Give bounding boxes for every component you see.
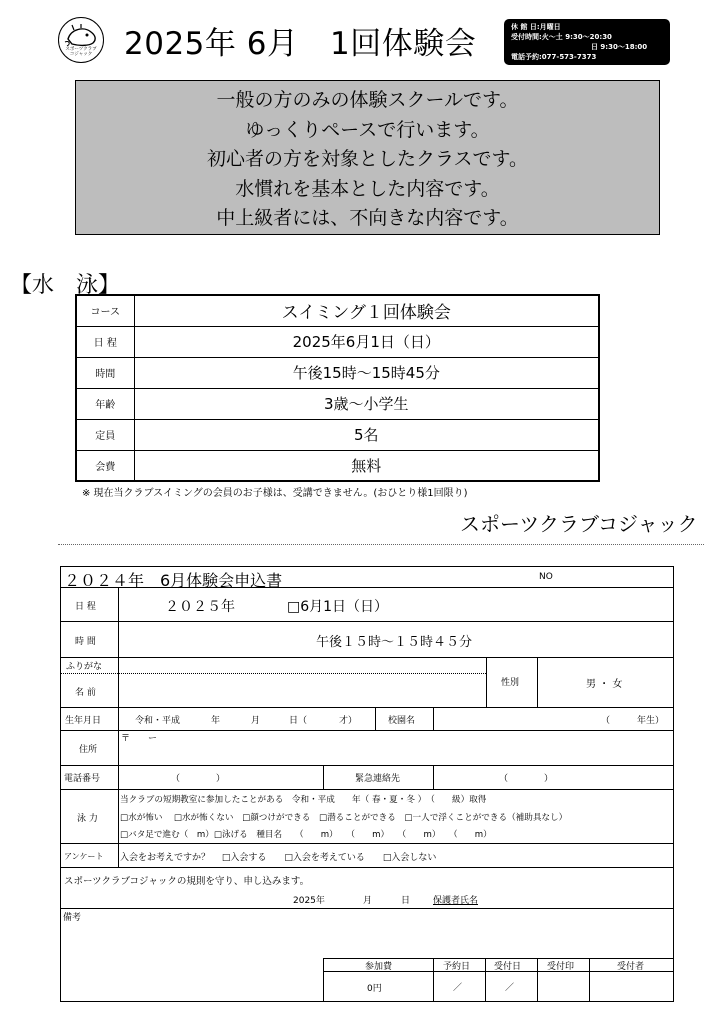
stamp-header: 受付印 bbox=[547, 962, 575, 972]
row-value: スイミング１回体験会 bbox=[134, 295, 599, 326]
office-table-line bbox=[537, 958, 538, 1002]
form-column-line bbox=[375, 707, 376, 730]
staff-header: 受付者 bbox=[617, 962, 645, 972]
address-label: 住所 bbox=[79, 745, 98, 755]
grade-label: （ 年生） bbox=[601, 716, 665, 726]
club-name: スポーツクラブコジャック bbox=[460, 512, 698, 536]
row-label: 時間 bbox=[76, 357, 134, 388]
furigana-field[interactable] bbox=[123, 659, 483, 672]
form-column-line bbox=[118, 587, 119, 867]
page-title: 2025年 6月 1回体験会 bbox=[124, 26, 477, 62]
intro-line: ゆっくりペースで行います。 bbox=[245, 118, 490, 141]
dob-label: 生年月日 bbox=[65, 716, 102, 726]
intro-line: 中上級者には、不向きな内容です。 bbox=[216, 207, 519, 229]
row-value: 午後15時〜15時45分 bbox=[134, 357, 599, 388]
postal-code[interactable]: 〒 ー bbox=[121, 734, 158, 744]
sunday-hours: 日 9:30〜18:00 bbox=[591, 43, 648, 51]
application-form bbox=[60, 566, 674, 1002]
office-table-line bbox=[323, 958, 324, 1002]
form-divider bbox=[61, 673, 486, 674]
row-value: 3歳〜小学生 bbox=[134, 388, 599, 419]
schedule-year: ２０２５年 bbox=[165, 599, 235, 615]
office-table-line bbox=[485, 958, 486, 1002]
table-row bbox=[76, 388, 599, 419]
fee-value: 0円 bbox=[367, 984, 382, 994]
row-value: 2025年6月1日（日） bbox=[134, 326, 599, 357]
intro-line: 一般の方のみの体験スクールです。 bbox=[216, 89, 519, 111]
schedule-date-checkbox[interactable]: □6月1日（日） bbox=[287, 599, 389, 615]
table-row bbox=[76, 326, 599, 357]
table-row bbox=[76, 357, 599, 388]
form-column-line bbox=[433, 765, 434, 789]
cut-line bbox=[58, 544, 704, 545]
survey-label: アンケート bbox=[64, 852, 104, 861]
form-column-line bbox=[323, 765, 324, 789]
table-row bbox=[76, 450, 599, 481]
intro-box bbox=[75, 80, 660, 235]
emergency-field[interactable]: （ ） bbox=[499, 774, 554, 784]
rules-agreement: スポーツクラブコジャックの規則を守り、申し込みます。 bbox=[64, 876, 310, 887]
row-label: 年齢 bbox=[76, 388, 134, 419]
guardian-name-field[interactable]: 保護者氏名 bbox=[433, 896, 479, 906]
row-value: 5名 bbox=[134, 419, 599, 450]
form-divider bbox=[61, 789, 673, 790]
dob-age: 才） bbox=[339, 716, 358, 726]
form-column-line bbox=[486, 657, 487, 707]
form-column-line bbox=[433, 707, 434, 730]
swim-ability-line1[interactable]: 当クラブの短期教室に参加したことがある 令和・平成 年（ 春・夏・冬 ） （ 級）取得 bbox=[120, 795, 487, 805]
emergency-label: 緊急連絡先 bbox=[355, 774, 401, 784]
furigana-label: ふりがな bbox=[66, 662, 103, 672]
dob-era[interactable]: 令和・平成 bbox=[135, 716, 181, 726]
table-row bbox=[76, 419, 599, 450]
logo-animal-icon bbox=[59, 18, 105, 64]
course-table bbox=[75, 294, 600, 482]
form-number-label: NO bbox=[539, 572, 553, 582]
club-logo bbox=[58, 17, 104, 63]
school-label: 校園名 bbox=[388, 716, 416, 726]
form-divider bbox=[61, 908, 673, 909]
logo-text-line1: スポーツクラブ bbox=[65, 47, 97, 52]
row-label: コース bbox=[76, 295, 134, 326]
form-divider bbox=[61, 843, 673, 844]
swim-ability-line2[interactable]: □水が怖い □水が怖くない □顔つけができる □潜ることができる □一人で浮くことができる（補助具なし） bbox=[120, 813, 568, 823]
received-date-header: 受付日 bbox=[494, 962, 522, 972]
form-divider bbox=[61, 657, 673, 658]
sign-month: 月 bbox=[363, 896, 373, 906]
time-label: 時 間 bbox=[75, 637, 96, 647]
member-note: ※ 現在当クラブスイミングの会員のお子様は、受講できません。(おひとり様1回限り) bbox=[82, 488, 468, 499]
reserve-date-slash: ／ bbox=[453, 983, 463, 993]
row-label: 会費 bbox=[76, 450, 134, 481]
row-label: 定員 bbox=[76, 419, 134, 450]
fee-header: 参加費 bbox=[365, 962, 393, 972]
row-label: 日 程 bbox=[76, 326, 134, 357]
office-table-line bbox=[433, 958, 434, 1002]
gender-select[interactable]: 男 ・ 女 bbox=[586, 679, 623, 690]
form-divider bbox=[61, 621, 673, 622]
form-divider bbox=[61, 707, 673, 708]
dob-day: 日（ bbox=[289, 716, 308, 726]
sign-day: 日 bbox=[401, 896, 411, 906]
phone-reservation: 電話予約:077-573-7373 bbox=[511, 53, 597, 61]
form-column-line bbox=[537, 657, 538, 707]
form-divider bbox=[61, 765, 673, 766]
reception-hours: 受付時間:火〜土 9:30〜20:30 bbox=[511, 33, 612, 41]
swim-ability-line3[interactable]: □バタ足で進む（ m）□泳げる 種目名 （ m） （ m） （ m） （ m） bbox=[120, 830, 492, 840]
swim-ability-label: 泳 力 bbox=[77, 814, 98, 824]
swim-heading: 【水 泳】 bbox=[10, 273, 121, 298]
dob-month: 月 bbox=[251, 716, 261, 726]
intro-line: 水慣れを基本とした内容です。 bbox=[235, 177, 500, 200]
name-field[interactable] bbox=[123, 677, 483, 705]
survey-options[interactable]: 入会をお考えですか？ □入会する □入会を考えている □入会しない bbox=[120, 853, 437, 863]
dob-year: 年 bbox=[211, 716, 221, 726]
time-value: 午後１５時〜１５時４５分 bbox=[316, 635, 473, 650]
received-date-slash: ／ bbox=[505, 983, 515, 993]
form-title: ２０２４年 6月体験会申込書 bbox=[64, 571, 283, 590]
logo-text-line2: コジャック bbox=[69, 52, 93, 57]
remarks-label: 備考 bbox=[63, 913, 82, 923]
intro-line: 初心者の方を対象としたクラスです。 bbox=[207, 148, 528, 170]
phone-field[interactable]: （ ） bbox=[171, 774, 226, 784]
reserve-date-header: 予約日 bbox=[443, 962, 471, 972]
office-table-line bbox=[589, 958, 590, 1002]
row-value: 無料 bbox=[134, 450, 599, 481]
schedule-label: 日 程 bbox=[75, 602, 96, 612]
gender-label: 性別 bbox=[501, 678, 520, 688]
table-row bbox=[76, 295, 599, 326]
form-divider bbox=[61, 867, 673, 868]
sign-year: 2025年 bbox=[293, 896, 325, 906]
name-label: 名 前 bbox=[75, 688, 96, 698]
phone-label: 電話番号 bbox=[64, 774, 101, 784]
closed-day: 休 館 日:月曜日 bbox=[511, 23, 561, 31]
business-hours-box bbox=[504, 19, 670, 65]
